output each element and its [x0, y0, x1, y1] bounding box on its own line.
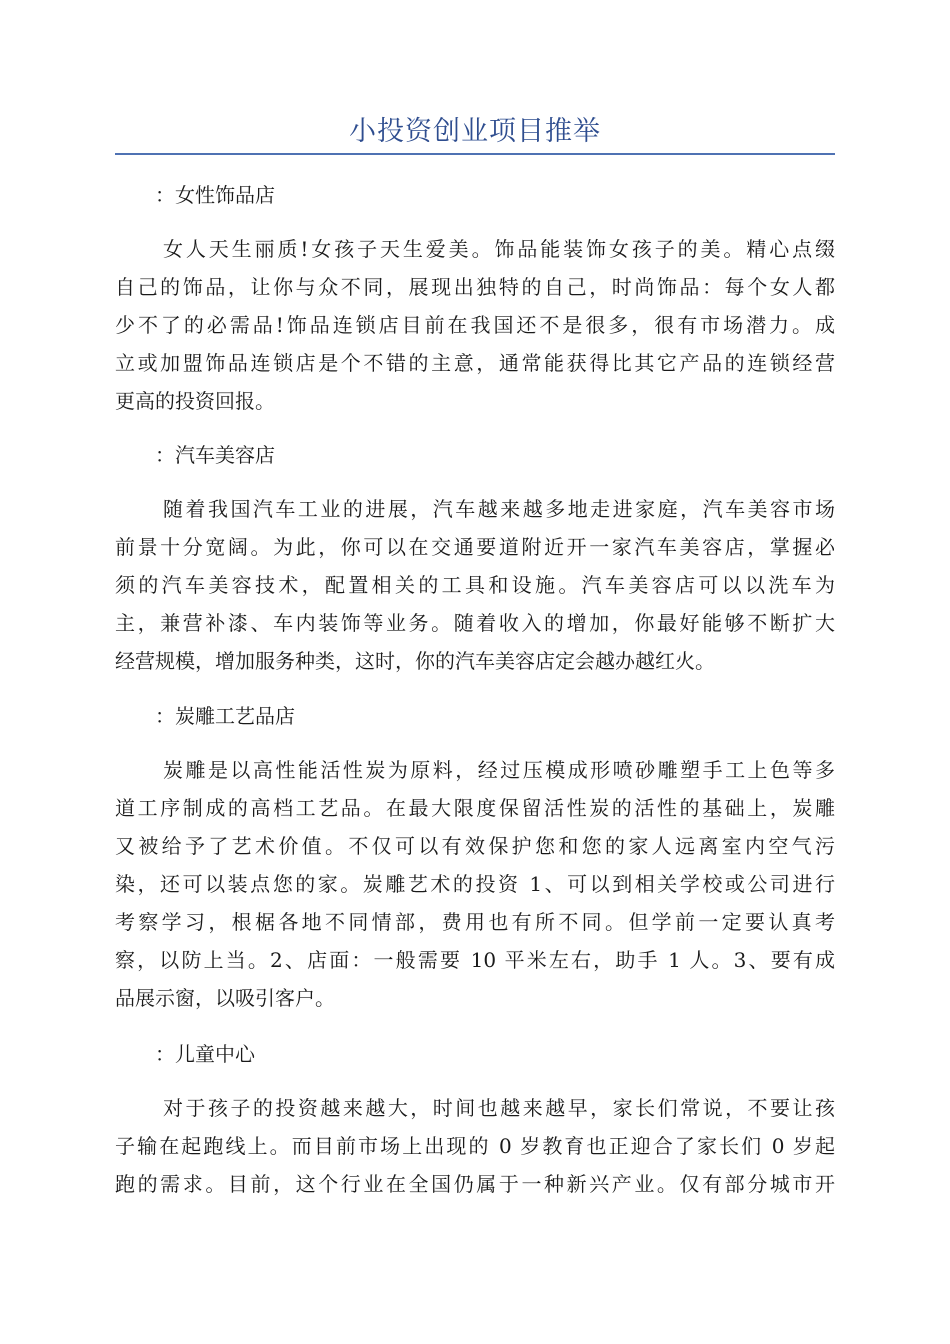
paragraph-line: 道工序制成的高档工艺品。在最大限度保留活性炭的活性的基础上，炭雕 — [115, 796, 835, 820]
paragraph-line: 立或加盟饰品连锁店是个不错的主意，通常能获得比其它产品的连锁经营 — [115, 351, 835, 375]
section-paragraph-accessories — [115, 230, 835, 420]
paragraph-line: 察，以防上当。2、店面：一般需要 10 平米左右，助手 1 人。3、要有成 — [115, 948, 835, 972]
paragraph-line: 须的汽车美容技术，配置相关的工具和设施。汽车美容店可以以洗车为 — [115, 573, 835, 597]
section-heading-children-center: ：儿童中心 — [155, 1042, 255, 1066]
paragraph-line: 女人天生丽质!女孩子天生爱美。饰品能装饰女孩子的美。精心点缀 — [163, 237, 835, 261]
title-underline — [115, 153, 835, 155]
paragraph-line: 品展示窗，以吸引客户。 — [115, 986, 335, 1010]
paragraph-line: 炭雕是以高性能活性炭为原料，经过压模成形喷砂雕塑手工上色等多 — [163, 758, 835, 782]
section-heading-car-care: ：汽车美容店 — [155, 443, 275, 467]
paragraph-line: 子输在起跑线上。而目前市场上出现的 0 岁教育也正迎合了家长们 0 岁起 — [115, 1134, 835, 1158]
paragraph-line: 前景十分宽阔。为此，你可以在交通要道附近开一家汽车美容店，掌握必 — [115, 535, 835, 559]
paragraph-line: 又被给予了艺术价值。不仅可以有效保护您和您的家人远离室内空气污 — [115, 834, 835, 858]
paragraph-line: 对于孩子的投资越来越大，时间也越来越早，家长们常说，不要让孩 — [163, 1096, 835, 1120]
paragraph-line: 主，兼营补漆、车内装饰等业务。随着收入的增加，你最好能够不断扩大 — [115, 611, 835, 635]
section-paragraph-car-care — [115, 490, 835, 680]
section-heading-accessories: ：女性饰品店 — [155, 183, 275, 207]
paragraph-line: 更高的投资回报。 — [115, 389, 275, 413]
document-title: 小投资创业项目推举 — [349, 116, 601, 147]
paragraph-line: 经营规模，增加服务种类，这时，你的汽车美容店定会越办越红火。 — [115, 649, 715, 673]
paragraph-line: 少不了的必需品!饰品连锁店目前在我国还不是很多，很有市场潜力。成 — [115, 313, 835, 337]
paragraph-line: 染，还可以装点您的家。炭雕艺术的投资 1、可以到相关学校或公司进行 — [115, 872, 835, 896]
paragraph-line: 随着我国汽车工业的进展，汽车越来越多地走进家庭，汽车美容市场 — [163, 497, 835, 521]
paragraph-line: 跑的需求。目前，这个行业在全国仍属于一种新兴产业。仅有部分城市开 — [115, 1172, 835, 1196]
section-heading-charcoal-craft: ：炭雕工艺品店 — [155, 704, 295, 728]
paragraph-line: 自己的饰品，让你与众不同，展现出独特的自己，时尚饰品：每个女人都 — [115, 275, 835, 299]
section-paragraph-charcoal-craft — [115, 751, 835, 1017]
paragraph-line: 考察学习，根椐各地不同情部，费用也有所不同。但学前一定要认真考 — [115, 910, 835, 934]
section-paragraph-children-center — [115, 1089, 835, 1203]
